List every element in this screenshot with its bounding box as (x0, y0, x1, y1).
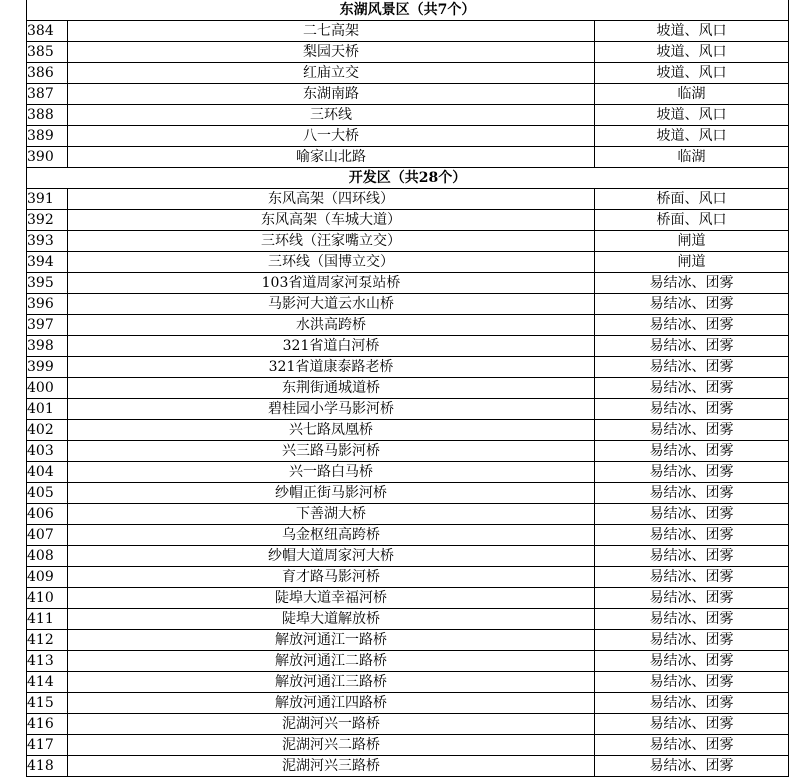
table-row (27, 567, 789, 588)
risk-type: 易结冰、团雾 (595, 378, 789, 399)
table-row (27, 420, 789, 441)
table-row (27, 357, 789, 378)
table-row (27, 399, 789, 420)
table-row (27, 735, 789, 756)
risk-type: 易结冰、团雾 (595, 651, 789, 672)
row-number: 389 (27, 126, 68, 147)
risk-type: 坡道、风口 (595, 126, 789, 147)
row-number: 404 (27, 462, 68, 483)
road-name: 梨园天桥 (68, 42, 595, 63)
risk-type: 易结冰、团雾 (595, 504, 789, 525)
risk-type: 易结冰、团雾 (595, 336, 789, 357)
row-number: 405 (27, 483, 68, 504)
row-number: 401 (27, 399, 68, 420)
row-number: 408 (27, 546, 68, 567)
road-name: 纱帽正街马影河桥 (68, 483, 595, 504)
table-row (27, 231, 789, 252)
row-number: 417 (27, 735, 68, 756)
table-row (27, 336, 789, 357)
road-name: 解放河通江二路桥 (68, 651, 595, 672)
row-number: 385 (27, 42, 68, 63)
row-number: 416 (27, 714, 68, 735)
section-header-row (27, 168, 789, 189)
table-row (27, 315, 789, 336)
risk-type: 易结冰、团雾 (595, 462, 789, 483)
road-name: 乌金枢纽高跨桥 (68, 525, 595, 546)
row-number: 402 (27, 420, 68, 441)
road-name: 解放河通江三路桥 (68, 672, 595, 693)
risk-type: 闸道 (595, 231, 789, 252)
road-name: 碧桂园小学马影河桥 (68, 399, 595, 420)
road-name: 三环线 (68, 105, 595, 126)
row-number: 407 (27, 525, 68, 546)
table-row (27, 63, 789, 84)
risk-type: 易结冰、团雾 (595, 420, 789, 441)
row-number: 398 (27, 336, 68, 357)
risk-type: 桥面、风口 (595, 210, 789, 231)
table-body (27, 0, 789, 777)
road-name: 陡埠大道解放桥 (68, 609, 595, 630)
table-row (27, 714, 789, 735)
road-name: 水洪高跨桥 (68, 315, 595, 336)
table-row (27, 210, 789, 231)
table-row (27, 378, 789, 399)
risk-type: 闸道 (595, 252, 789, 273)
row-number: 403 (27, 441, 68, 462)
row-number: 412 (27, 630, 68, 651)
row-number: 387 (27, 84, 68, 105)
table-row (27, 294, 789, 315)
table-row (27, 189, 789, 210)
row-number: 411 (27, 609, 68, 630)
risk-type: 易结冰、团雾 (595, 756, 789, 777)
row-number: 396 (27, 294, 68, 315)
row-number: 393 (27, 231, 68, 252)
table-row (27, 105, 789, 126)
risk-type: 临湖 (595, 147, 789, 168)
row-number: 395 (27, 273, 68, 294)
risk-type: 易结冰、团雾 (595, 735, 789, 756)
risk-type: 易结冰、团雾 (595, 315, 789, 336)
road-name: 纱帽大道周家河大桥 (68, 546, 595, 567)
document-sheet (26, 0, 788, 777)
road-name: 103省道周家河泵站桥 (68, 273, 595, 294)
risk-type: 桥面、风口 (595, 189, 789, 210)
row-number: 415 (27, 693, 68, 714)
row-number: 414 (27, 672, 68, 693)
table-row (27, 483, 789, 504)
row-number: 409 (27, 567, 68, 588)
table-row (27, 252, 789, 273)
road-name: 东荆街通城道桥 (68, 378, 595, 399)
risk-type: 易结冰、团雾 (595, 525, 789, 546)
row-number: 394 (27, 252, 68, 273)
road-name: 兴七路凤凰桥 (68, 420, 595, 441)
road-name: 育才路马影河桥 (68, 567, 595, 588)
row-number: 418 (27, 756, 68, 777)
risk-type: 易结冰、团雾 (595, 399, 789, 420)
table-row (27, 672, 789, 693)
table-row (27, 588, 789, 609)
road-name: 兴三路马影河桥 (68, 441, 595, 462)
road-name: 兴一路白马桥 (68, 462, 595, 483)
table-row (27, 84, 789, 105)
risk-type: 易结冰、团雾 (595, 630, 789, 651)
road-name: 下善湖大桥 (68, 504, 595, 525)
risk-type: 易结冰、团雾 (595, 294, 789, 315)
risk-type: 易结冰、团雾 (595, 546, 789, 567)
table-row (27, 609, 789, 630)
road-name: 321省道白河桥 (68, 336, 595, 357)
road-name: 马影河大道云水山桥 (68, 294, 595, 315)
section-title: 东湖风景区（共7个） (27, 0, 789, 21)
risk-type: 易结冰、团雾 (595, 693, 789, 714)
row-number: 410 (27, 588, 68, 609)
row-number: 400 (27, 378, 68, 399)
road-name: 喻家山北路 (68, 147, 595, 168)
risk-type: 坡道、风口 (595, 105, 789, 126)
table-row (27, 504, 789, 525)
road-name: 东风高架（车城大道） (68, 210, 595, 231)
risk-type: 易结冰、团雾 (595, 441, 789, 462)
road-name: 陡埠大道幸福河桥 (68, 588, 595, 609)
row-number: 392 (27, 210, 68, 231)
table-row (27, 42, 789, 63)
road-name: 八一大桥 (68, 126, 595, 147)
risk-type: 易结冰、团雾 (595, 714, 789, 735)
risk-type: 临湖 (595, 84, 789, 105)
row-number: 399 (27, 357, 68, 378)
road-name: 泥湖河兴三路桥 (68, 756, 595, 777)
risk-type: 坡道、风口 (595, 63, 789, 84)
table-row (27, 147, 789, 168)
table-row (27, 546, 789, 567)
row-number: 388 (27, 105, 68, 126)
risk-type: 坡道、风口 (595, 21, 789, 42)
table-row (27, 126, 789, 147)
road-name: 东湖南路 (68, 84, 595, 105)
road-risk-table (26, 0, 789, 777)
risk-type: 易结冰、团雾 (595, 609, 789, 630)
risk-type: 易结冰、团雾 (595, 567, 789, 588)
risk-type: 易结冰、团雾 (595, 483, 789, 504)
road-name: 东风高架（四环线） (68, 189, 595, 210)
table-row (27, 693, 789, 714)
road-name: 红庙立交 (68, 63, 595, 84)
row-number: 397 (27, 315, 68, 336)
table-row (27, 441, 789, 462)
row-number: 413 (27, 651, 68, 672)
table-row (27, 21, 789, 42)
row-number: 406 (27, 504, 68, 525)
road-name: 解放河通江四路桥 (68, 693, 595, 714)
row-number: 384 (27, 21, 68, 42)
road-name: 泥湖河兴二路桥 (68, 735, 595, 756)
road-name: 泥湖河兴一路桥 (68, 714, 595, 735)
road-name: 二七高架 (68, 21, 595, 42)
risk-type: 易结冰、团雾 (595, 588, 789, 609)
road-name: 三环线（国博立交） (68, 252, 595, 273)
table-row (27, 630, 789, 651)
table-row (27, 756, 789, 777)
row-number: 390 (27, 147, 68, 168)
section-header-row (27, 0, 789, 21)
road-name: 解放河通江一路桥 (68, 630, 595, 651)
table-row (27, 462, 789, 483)
row-number: 391 (27, 189, 68, 210)
table-row (27, 651, 789, 672)
risk-type: 易结冰、团雾 (595, 273, 789, 294)
table-row (27, 273, 789, 294)
risk-type: 坡道、风口 (595, 42, 789, 63)
table-row (27, 525, 789, 546)
road-name: 321省道康泰路老桥 (68, 357, 595, 378)
row-number: 386 (27, 63, 68, 84)
risk-type: 易结冰、团雾 (595, 357, 789, 378)
road-name: 三环线（汪家嘴立交） (68, 231, 595, 252)
section-title: 开发区（共28个） (27, 168, 789, 189)
risk-type: 易结冰、团雾 (595, 672, 789, 693)
